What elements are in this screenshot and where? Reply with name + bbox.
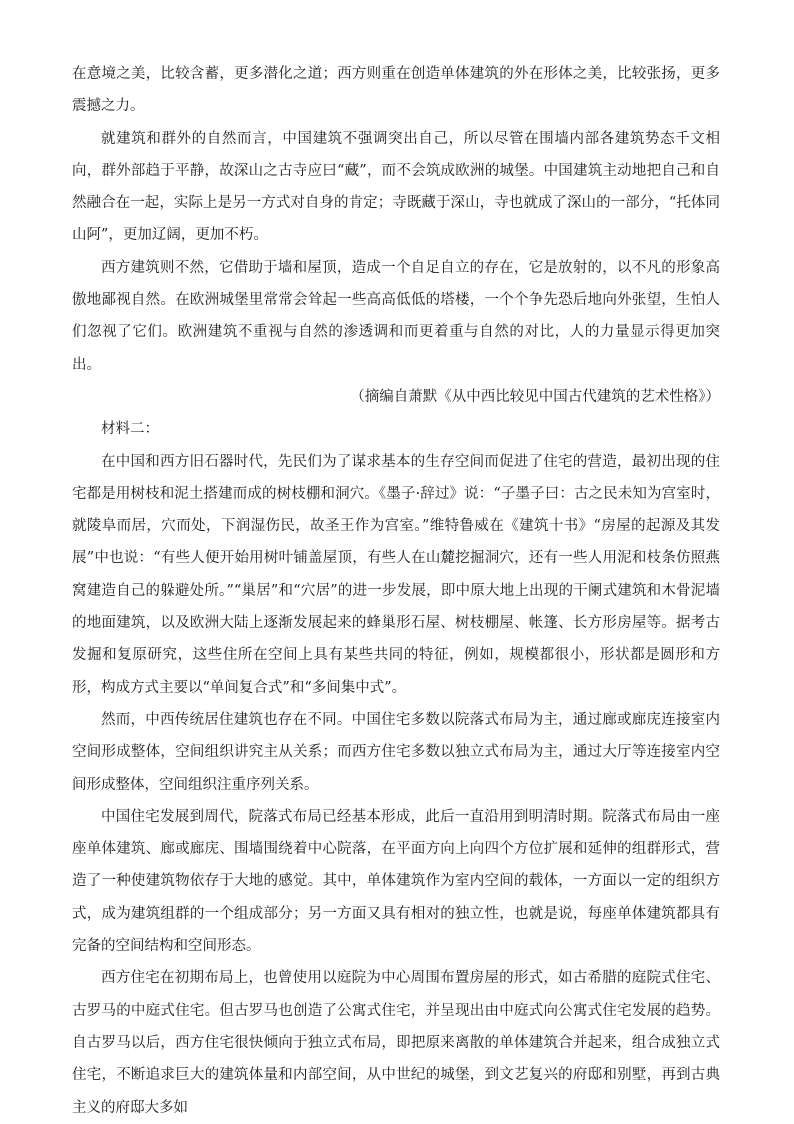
paragraph-early-dwellings: 在中国和西方旧石器时代，先民们为了谋求基本的生存空间而促进了住宅的营造，最初出现的住宅都是用树枝和泥土搭建而成的树枝棚和洞穴。《墨子·辞过》说：“子墨子曰：古之民未知为宫室时，就陵阜而居，穴而处，下润湿伤民，故圣王作为宫室。”维特鲁威在《建筑十书》“房屋的起源及其发展”中也说：“有些人便开始用树叶铺盖屋顶，有些人在山麓挖掘洞穴，还有一些人用泥和枝条仿照燕窝建造自己的躲避处所。”“巢居”和“穴居”的进一步发展，即中原大地上出现的干阑式建筑和木骨泥墙的地面建筑，以及欧洲大陆上逐渐发展起来的蜂巢形石屋、树枝棚屋、帐篷、长方形房屋等。据考古发掘和复原研究，这些住所在空间上具有某些共同的特征，例如，规模都很小，形状都是圆形和方形，构成方式主要以“单间复合式”和“多间集中式”。 (72, 453, 720, 696)
source-citation: （摘编自萧默《从中西比较见中国古代建筑的艺术性格》） (350, 388, 720, 405)
paragraph-western-architecture: 西方建筑则不然，它借助于墙和屋顶，造成一个自足自立的存在，它是放射的，以不凡的形象高傲地鄙视自然。在欧洲城堡里常常会耸起一些高高低低的塔楼，一个个争先恐后地向外张望，生怕人们忽视了它们。欧洲建筑不重视与自然的渗透调和而更着重与自然的对比，人的力量显示得更加突出。 (72, 259, 720, 373)
document-body (72, 58, 720, 1124)
paragraph-nature-relation: 就建筑和群外的自然而言，中国建筑不强调突出自己，所以尽管在围墙内部各建筑势态千文相向，群外部趋于平静，故深山之古寺应曰“藏”，而不会筑成欧洲的城堡。中国建筑主动地把自己和自然融合在一起，实际上是另一方式对自身的肯定；寺既藏于深山，寺也就成了深山的一部分，“托体同山阿”，更加辽阔，更加不朽。 (72, 130, 720, 244)
paragraph-western-layout: 西方住宅在初期布局上，也曾使用以庭院为中心周围布置房屋的形式，如古希腊的庭院式住宅、古罗马的中庭式住宅。但古罗马也创造了公寓式住宅，并呈现出由中庭式向公寓式住宅发展的趋势。自古罗马以后，西方住宅很快倾向于独立式布局，即把原来离散的单体建筑合并起来，组合成独立式住宅，不断追求巨大的建筑体量和内部空间，从中世纪的城堡，到文艺复兴的府邸和别墅，再到古典主义的府邸大多如 (72, 970, 720, 1116)
paragraph-continued: 在意境之美，比较含蓄，更多潜化之道；西方则重在创造单体建筑的外在形体之美，比较张扬，更多震撼之力。 (72, 66, 720, 115)
material-two-label: 材料二： (101, 421, 159, 438)
paragraph-chinese-courtyard: 中国住宅发展到周代，院落式布局已经基本形成，此后一直沿用到明清时期。院落式布局由一座座单体建筑、廊或廊庑、围墙围绕着中心院落，在平面方向上向四个方位扩展和延伸的组群形式，营造了一种使建筑物依存于大地的感觉。其中，单体建筑作为室内空间的载体，一方面以一定的组织方式，成为建筑组群的一个组成部分；另一方面又具有相对的独立性，也就是说，每座单体建筑都具有完备的空间结构和空间形态。 (72, 808, 720, 955)
paragraph-differences: 然而，中西传统居住建筑也存在不同。中国住宅多数以院落式布局为主，通过廊或廊庑连接室内空间形成整体，空间组织讲究主从关系；而西方住宅多数以独立式布局为主，通过大厅等连接室内空间形成整体，空间组织注重序列关系。 (72, 711, 720, 793)
